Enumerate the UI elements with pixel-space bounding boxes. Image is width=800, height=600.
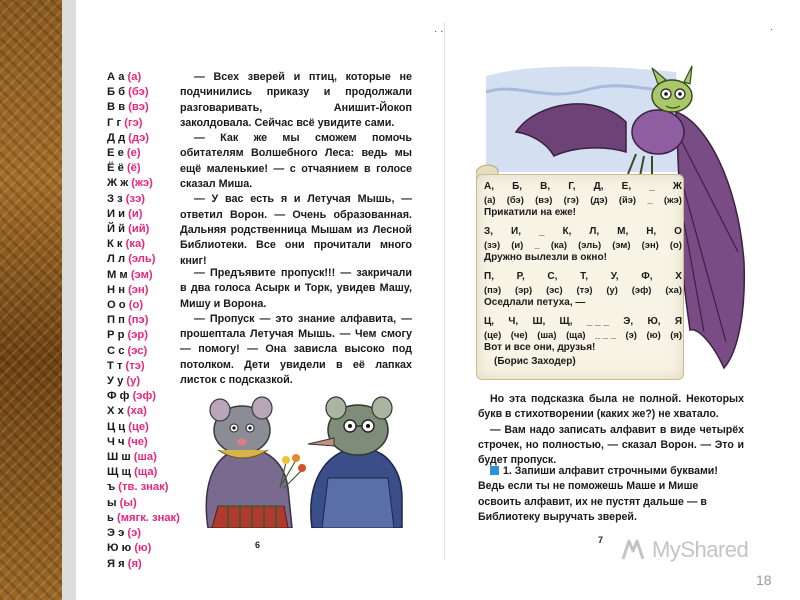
poem-sound: (жэ) <box>663 194 682 205</box>
poem-letters-row-2 <box>484 225 682 238</box>
book-gutter <box>444 22 445 560</box>
alphabet-pronunciation: (и) <box>128 207 143 220</box>
alphabet-letter: М м <box>107 268 128 281</box>
poem-letter: Ж <box>672 181 682 192</box>
poem-sound: _ _ _ <box>595 329 616 340</box>
alphabet-row <box>107 131 187 146</box>
poem-letter: _ <box>538 226 545 237</box>
myshared-watermark <box>620 536 770 564</box>
alphabet-poem <box>484 180 682 369</box>
poem-sound: (ща) <box>566 329 586 340</box>
poem-sounds-row-3 <box>484 283 682 296</box>
alphabet-pronunciation: (ха) <box>126 405 147 418</box>
alphabet-pronunciation: (эс) <box>127 344 148 357</box>
poem-sound: (зэ) <box>484 239 501 250</box>
poem-letter: З, <box>484 226 494 237</box>
poem-sound: (ю) <box>646 329 661 340</box>
page-number-left: 6 <box>255 540 261 550</box>
poem-sound: (и) <box>511 239 524 250</box>
poem-letter: Щ, <box>559 316 573 327</box>
poem-author: (Борис Заходер) <box>494 356 576 367</box>
alphabet-row <box>107 511 187 526</box>
task-text: Запиши алфавит строчными буквами! Ведь если ты не поможешь Маше и Мише освоить алфавит, их не пустят дальше — в Библиотеку выручать зверей. <box>478 465 718 523</box>
alphabet-pronunciation: (эль) <box>128 253 156 266</box>
alphabet-pronunciation: (бэ) <box>128 86 149 99</box>
alphabet-letter: Ю ю <box>107 542 132 555</box>
poem-letter: И, <box>511 226 521 237</box>
alphabet-letter: Р р <box>107 329 125 342</box>
poem-sound: (эс) <box>546 284 563 295</box>
poem-sound: (а) <box>484 194 496 205</box>
story-text-bottom <box>180 266 412 388</box>
poem-letter: Г, <box>568 181 576 192</box>
poem-sound: (эль) <box>578 239 602 250</box>
alphabet-row <box>107 404 187 419</box>
alphabet-row <box>107 344 187 359</box>
poem-letter: Ф, <box>641 271 653 282</box>
alphabet-pronunciation: (гэ) <box>124 116 143 129</box>
alphabet-pronunciation: (у) <box>126 375 141 388</box>
myshared-logo-icon <box>620 537 646 563</box>
poem-sound: (ша) <box>537 329 557 340</box>
alphabet-letter: Ш ш <box>107 451 131 464</box>
alphabet-row <box>107 70 187 85</box>
poem-sound: (тэ) <box>576 284 593 295</box>
poem-sound: (пэ) <box>484 284 502 295</box>
alphabet-pronunciation: (жэ) <box>131 177 153 190</box>
poem-letter: _ _ _ <box>586 316 610 327</box>
poem-letter: Б, <box>512 181 523 192</box>
poem-letter: Ц, <box>484 316 495 327</box>
poem-letter: Ю, <box>647 316 661 327</box>
alphabet-letter: Ж ж <box>107 177 129 190</box>
alphabet-letter: И и <box>107 207 126 220</box>
poem-sound: _ <box>534 239 540 250</box>
alphabet-letter: ы <box>107 496 117 509</box>
poem-letter: Х <box>675 271 682 282</box>
alphabet-row <box>107 496 187 511</box>
poem-line-1: Прикатили на еже! <box>484 207 576 218</box>
alphabet-pronunciation: (о) <box>128 299 144 312</box>
narrative-paragraph: — Вам надо записать алфавит в виде четырёх строчек, но полностью, — сказал Ворон. — Это и будет пропуск. <box>478 423 744 467</box>
poem-sound: (о) <box>669 239 682 250</box>
alphabet-pronunciation: (мягк. знак) <box>117 511 180 524</box>
poem-sound: (э) <box>625 329 637 340</box>
poem-sounds-row-1 <box>484 193 682 206</box>
task-number: 1. <box>503 465 512 477</box>
poem-letter: Ч, <box>508 316 519 327</box>
alphabet-pronunciation: (ий) <box>128 223 150 236</box>
alphabet-pronunciation: (че) <box>127 435 148 448</box>
poem-letters-row-4 <box>484 315 682 328</box>
alphabet-letter: С с <box>107 344 125 357</box>
poem-letter: Н, <box>646 226 657 237</box>
poem-letter: Р, <box>516 271 525 282</box>
story-paragraph: — У вас есть я и Летучая Мышь, — ответил Ворон. — Очень образованная. Дальняя родственница Мышам из Лесной Библиотеки. Все они прочитали много книг! <box>180 193 412 267</box>
alphabet-letter: Ц ц <box>107 420 126 433</box>
poem-sound: _ <box>647 194 653 205</box>
poem-letter: Л, <box>589 226 600 237</box>
alphabet-pronunciation: (вэ) <box>128 101 149 114</box>
alphabet-row <box>107 557 187 572</box>
alphabet-letter: Щ щ <box>107 466 131 479</box>
alphabet-row <box>107 450 187 465</box>
poem-letter: Т, <box>580 271 588 282</box>
alphabet-pronunciation: (е) <box>126 147 141 160</box>
alphabet-letter: Б б <box>107 86 126 99</box>
alphabet-row <box>107 100 187 115</box>
stripe-edge <box>62 0 76 600</box>
alphabet-letter: У у <box>107 375 124 388</box>
poem-sounds-row-2 <box>484 238 682 251</box>
alphabet-letter: Я я <box>107 557 125 570</box>
poem-letter: А, <box>484 181 494 192</box>
slide-number: 18 <box>756 572 772 588</box>
alphabet-letter: Е е <box>107 147 124 160</box>
alphabet-row <box>107 85 187 100</box>
alphabet-letter: Х х <box>107 405 124 418</box>
alphabet-letter: Н н <box>107 283 125 296</box>
poem-letter: П, <box>484 271 494 282</box>
alphabet-row <box>107 176 187 191</box>
poem-sound: (ка) <box>550 239 567 250</box>
alphabet-row <box>107 207 187 222</box>
alphabet-row <box>107 222 187 237</box>
poem-letters-row-3 <box>484 270 682 283</box>
poem-letters-row-1 <box>484 180 682 193</box>
poem-sound: (це) <box>484 329 502 340</box>
alphabet-pronunciation: (эн) <box>128 283 149 296</box>
alphabet-row <box>107 359 187 374</box>
alphabet-letter: Ч ч <box>107 435 125 448</box>
poem-sound: (эр) <box>515 284 533 295</box>
alphabet-letter: ь <box>107 511 114 524</box>
story-paragraph: — Как же мы сможем помочь обитателям Волшебного Леса: ведь мы ещё маленькие! — с отчаянием в голосе сказал Миша. <box>180 132 412 191</box>
alphabet-letter: Ф ф <box>107 390 130 403</box>
alphabet-letter: Ё ё <box>107 162 124 175</box>
alphabet-pronunciation: (тэ) <box>125 359 145 372</box>
alphabet-row <box>107 161 187 176</box>
right-page-text <box>478 392 744 468</box>
alphabet-letter: Й й <box>107 223 126 236</box>
alphabet-pronunciation: (ю) <box>134 542 152 555</box>
alphabet-row <box>107 298 187 313</box>
alphabet-pronunciation: (ё) <box>126 162 141 175</box>
print-mark-right: · <box>770 24 774 35</box>
poem-letter: К, <box>562 226 572 237</box>
alphabet-letter: Л л <box>107 253 126 266</box>
alphabet-row <box>107 313 187 328</box>
alphabet-pronunciation: (я) <box>127 557 142 570</box>
story-paragraph: — Всех зверей и птиц, которые не подчинились приказу и продолжали разговаривать, Анишит-Йокоп заколдовала. Сейчас всё увидите сами. <box>180 71 412 129</box>
alphabet-row <box>107 480 187 495</box>
poem-line-2: Дружно вылезли в окно! <box>484 252 607 263</box>
poem-letter: О <box>674 226 682 237</box>
alphabet-row <box>107 389 187 404</box>
poem-sound: (гэ) <box>563 194 579 205</box>
alphabet-row <box>107 328 187 343</box>
alphabet-row <box>107 268 187 283</box>
alphabet-row <box>107 526 187 541</box>
alphabet-pronunciation: (эр) <box>127 329 148 342</box>
alphabet-letter: О о <box>107 299 126 312</box>
alphabet-row <box>107 541 187 556</box>
story-paragraph: — Предъявите пропуск!!! — закричали в два голоса Асырк и Торк, увидев Машу, Мишу и Ворона. <box>180 267 412 310</box>
poem-sound: (эм) <box>612 239 631 250</box>
alphabet-row <box>107 237 187 252</box>
alphabet-row <box>107 435 187 450</box>
watermark-text: MyShared <box>652 537 749 562</box>
alphabet-pronunciation: (тв. знак) <box>118 481 169 494</box>
alphabet-row <box>107 420 187 435</box>
story-paragraph: — Пропуск — это знание алфавита, — прошептала Летучая Мышь. — Чем смогу — помогу! — Она зависла высоко под потолком. Дети увидели в её лапках листок с подсказкой. <box>180 312 412 387</box>
alphabet-row <box>107 283 187 298</box>
alphabet-letter: П п <box>107 314 125 327</box>
alphabet-letter: Г г <box>107 116 122 129</box>
alphabet-pronunciation: (пэ) <box>128 314 149 327</box>
decorative-side-stripe <box>0 0 62 600</box>
poem-sounds-row-4 <box>484 328 682 341</box>
poem-line-3: Оседлали петуха, — <box>484 297 586 308</box>
page-number-right: 7 <box>598 535 604 545</box>
poem-sound: (у) <box>606 284 618 295</box>
alphabet-pronunciation: (эф) <box>132 390 156 403</box>
poem-sound: (я) <box>670 329 682 340</box>
poem-sound: (эф) <box>631 284 652 295</box>
poem-sound: (йэ) <box>618 194 637 205</box>
alphabet-pronunciation: (дэ) <box>128 131 150 144</box>
alphabet-letter: З з <box>107 192 123 205</box>
poem-letter: _ <box>649 181 655 192</box>
poem-sound: (дэ) <box>590 194 608 205</box>
alphabet-pronunciation: (а) <box>127 71 142 83</box>
poem-sound: (бэ) <box>506 194 524 205</box>
poem-sound: (ха) <box>665 284 682 295</box>
alphabet-row <box>107 374 187 389</box>
poem-letter: Е, <box>621 181 632 192</box>
alphabet-pronunciation: (ка) <box>125 238 145 251</box>
alphabet-letter: В в <box>107 101 126 114</box>
alphabet-pronunciation: (ща) <box>134 466 158 479</box>
alphabet-letter: Д д <box>107 131 126 144</box>
alphabet-pronunciation: (эм) <box>130 268 153 281</box>
alphabet-list <box>107 70 187 572</box>
poem-letter: С, <box>547 271 558 282</box>
rats-illustration <box>188 388 416 528</box>
poem-letter: Э, <box>623 316 634 327</box>
poem-sound: (че) <box>510 329 528 340</box>
poem-letter: Д, <box>593 181 604 192</box>
poem-letter: М, <box>617 226 629 237</box>
alphabet-letter: Т т <box>107 359 123 372</box>
poem-letter: У, <box>610 271 619 282</box>
alphabet-row <box>107 465 187 480</box>
alphabet-letter: К к <box>107 238 123 251</box>
alphabet-letter: ъ <box>107 481 116 494</box>
alphabet-row <box>107 146 187 161</box>
alphabet-pronunciation: (ша) <box>133 451 157 464</box>
alphabet-row <box>107 192 187 207</box>
poem-sound: (вэ) <box>535 194 553 205</box>
task-marker-icon <box>490 466 499 475</box>
poem-line-4: Вот и все они, друзья! <box>484 342 596 353</box>
alphabet-pronunciation: (ы) <box>119 496 137 509</box>
alphabet-pronunciation: (це) <box>128 420 149 433</box>
poem-letter: Я <box>674 316 682 327</box>
alphabet-pronunciation: (зэ) <box>125 192 145 205</box>
print-mark-left: · · <box>434 26 444 37</box>
story-text-top <box>180 70 412 269</box>
alphabet-pronunciation: (э) <box>127 527 141 540</box>
alphabet-letter: Э э <box>107 527 125 540</box>
task-1 <box>478 464 744 525</box>
poem-letter: В, <box>540 181 551 192</box>
poem-letter: Ш, <box>532 316 546 327</box>
alphabet-row <box>107 116 187 131</box>
narrative-paragraph: Но эта подсказка была не полной. Некоторых букв в стихотворении (каких же?) не хватало. <box>478 393 744 421</box>
poem-sound: (эн) <box>641 239 659 250</box>
alphabet-letter: А а <box>107 71 125 83</box>
alphabet-row <box>107 252 187 267</box>
